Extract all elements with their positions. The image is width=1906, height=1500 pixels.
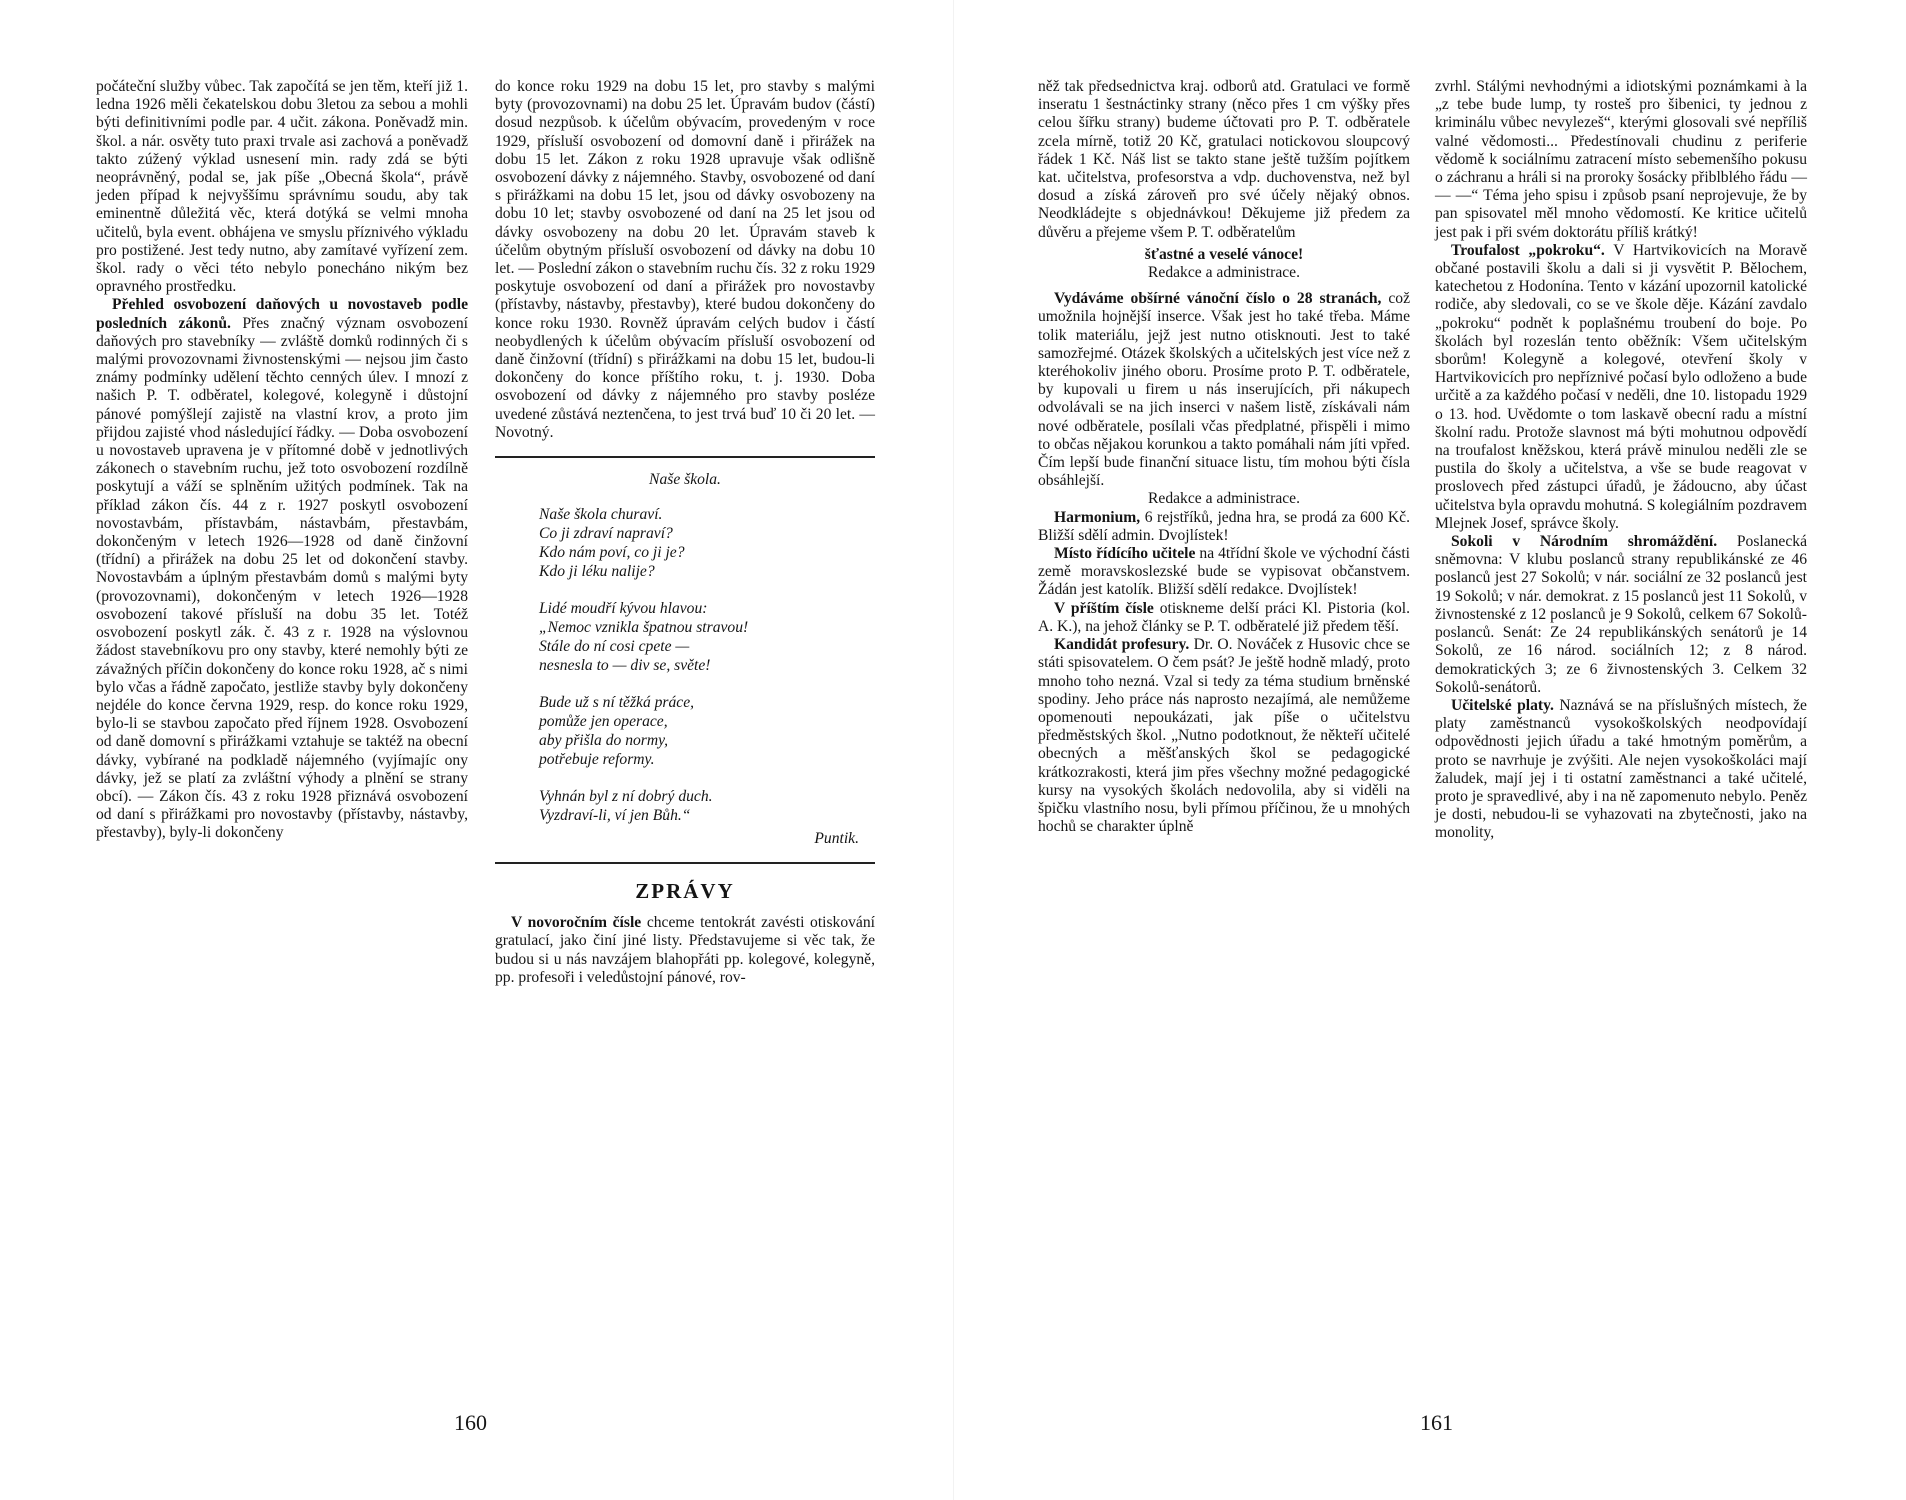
poem-stanza	[539, 787, 875, 825]
paragraph-heading: Troufalost „pokroku“.	[1451, 241, 1605, 259]
poem	[495, 470, 875, 848]
left-page-column-2	[495, 78, 875, 987]
divider	[495, 862, 875, 864]
paragraph: zvrhl. Stálými nevhodnými a idiotskými poznámkami à la „z tebe bude lump, ty rosteš pro šibenici, ty jednou z kriminálu vůbec nevylezeš“, kterými glosovali své nepříliš valné vědomosti... Předestínovali chudinu z periferie vědomě k sociálnímu zatracení místo sebemenšího pokusu o záchranu a hráli si na proroky šosácky přiblblého řádu — — —“ Téma jeho spisu i způsob psaní neprojevuje, že by pan spisovatel měl mnoho vědomostí. Ke kritice učitelů jest pak i při svém doktorátu příliš krátký!	[1435, 78, 1807, 241]
poem-line: pomůže jen operace,	[539, 713, 668, 731]
poem-line: potřebuje reformy.	[539, 751, 655, 769]
section-title: ZPRÁVY	[635, 879, 735, 904]
divider	[495, 456, 875, 458]
paragraph-heading: Učitelské platy.	[1451, 696, 1554, 714]
poem-stanza	[539, 505, 875, 581]
paragraph-heading: Sokoli v Národním shromáždění.	[1451, 533, 1718, 551]
paragraph	[495, 914, 875, 987]
paragraph: něž tak předsednictva kraj. odborů atd. Gratulaci ve formě inseratu 1 šestnáctinky strany (něco přes 1 cm výšky přes celou šířku strany) budeme účtovati pro P. T. odběratele zcela mírně, totiž 20 Kč, gratulaci notickovou sloupcový řádek 1 Kč. Náš list se takto stane ještě tužším pojítkem kat. učitelstva, profesorstva a vdp. duchovenstva, než byl dosud a získá zároveň pro své účely nějaký obnos. Neodkládejte s objednávkou! Děkujeme již předem za důvěru a přejeme všem P. T. odběratelům	[1038, 78, 1410, 241]
paragraph-text: Naznává se na příslušných místech, že platy zaměstnanců vysokoškolských neodpovídají odpovědnosti jejich úřadu a také hmotným poměrům, a proto se navrhuje je zvýšiti. Ale nejen vysokoškoláci mají žaludek, mají jej i ti ostatní zaměstnanci a také učitelé, proto je spravedlivé, aby i na ně zapomenuto nebylo. Peněz je dosti, nebudou-li se vyhazovati na zbytečnosti, jako na monolity,	[1435, 696, 1807, 842]
poem-stanza	[539, 599, 875, 675]
poem-line: „Nemoc vznikla špatnou stravou!	[539, 619, 749, 637]
paragraph-heading: Přehled osvobození daňových u novostaveb podle posledních zákonů.	[96, 296, 468, 332]
paragraph	[1038, 545, 1410, 600]
poem-line: Bude už s ní těžká práce,	[539, 694, 695, 712]
paragraph-signature: Redakce a administrace.	[1148, 490, 1300, 508]
paragraph	[1038, 600, 1410, 636]
poem-title: Naše škola.	[649, 471, 721, 489]
poem-line: Kdo ji léku nalije?	[539, 563, 655, 581]
paragraph-heading: V novoročním čísle	[511, 914, 642, 932]
poem-line: Kdo nám poví, co ji je?	[539, 544, 685, 562]
paragraph-text: 6 rejstříků, jedna hra, se prodá za 600 Kč. Bližší sdělí admin. Dvojlístek!	[1038, 508, 1410, 544]
paragraph	[1435, 533, 1807, 697]
right-page-column-1	[1038, 78, 1410, 836]
paragraph	[1038, 290, 1410, 490]
poem-line: Lidé moudří kývou hlavou:	[539, 600, 708, 618]
poem-line: Naše škola churaví.	[539, 506, 663, 524]
page-number-right: 161	[1420, 1410, 1453, 1435]
paragraph-text: Poslanecká sněmovna: V klubu poslanců strany republikánské ze 46 poslanců jest 27 Sokolů; v nár. sociální ze 32 poslanců jest 19 Sokolů; v nár. demokrat. z 15 poslanců jest 11 Sokolů, v živnostenské z 12 poslanců je 9 Sokolů, celkem 67 Sokolů-poslanců. Senát: Ze 24 republikánských senátorů je 14 Sokolů, ze 16 národ. sociálních 12; z 8 národ. demokratických 3; ze 6 živnostenských 3. Celkem 32 Sokolů-senátorů.	[1435, 533, 1807, 696]
page-gutter	[953, 0, 954, 1500]
poem-line: Stále do ní cosi cpete —	[539, 638, 690, 656]
paragraph-text: na 4třídní škole ve východní části země moravskoslezské bude se vypisovat občanstvem. Žádán jest katolík. Bližší sdělí redakce. Dvojlístek!	[1038, 545, 1410, 599]
paragraph	[1435, 242, 1807, 533]
paragraph-heading: V příštím čísle	[1054, 599, 1154, 617]
paragraph-text: otiskneme delší práci Kl. Pistoria (kol. A. K.), na jehož články se P. T. odběratelé již předem těší.	[1038, 599, 1410, 635]
paragraph-heading: Harmonium,	[1054, 508, 1141, 526]
right-page-column-2	[1435, 78, 1807, 843]
poem-stanza	[539, 693, 875, 769]
paragraph-heading: Kandidát profesury.	[1054, 636, 1190, 654]
poem-line: Vyhnán byl z ní dobrý duch.	[539, 788, 713, 806]
paragraph	[1038, 509, 1410, 545]
poem-line: nesnesla to — div se, světe!	[539, 657, 711, 675]
greeting-signature: Redakce a administrace.	[1148, 264, 1300, 282]
paragraph-heading: Vydáváme obšírné vánoční číslo o 28 stranách,	[1054, 290, 1382, 308]
left-page-column-1	[96, 78, 468, 843]
poem-line: aby přišla do normy,	[539, 732, 669, 750]
paragraph: do konce roku 1929 na dobu 15 let, pro stavby s malými byty (provozovnami) na dobu 25 let. Úpravám budov (částí) dosud nezpůsob. k účelům obývacím, provedeným v roce 1929, přísluší osvobození od domovní daně i přirážek na dobu 15 let. Zákon z roku 1928 upravuje však odlišně osvobození dávky z nájemného. Stavby, osvobozené od daní s přirážkami na dobu 15 let, jsou od dávky osvobozeny na dobu 10 let; stavby osvobozené od daní na 25 let jsou od dávky osvobozeny na dobu 20 let. Úpravám staveb k účelům obytným přísluší osvobození od dávky na dobu 10 let. — Poslední zákon o stavebním ruchu čís. 32 z roku 1929 poskytuje osvobození od daní a přirážek pro novostavby (přístavby, nástavby, přestavby), které budou dokončeny do konce roku 1930. Rovněž úpravám celých budov i částí neobydlených k účelům obývacím přísluší osvobození od daně činžovní (třídní) s přirážkami na dobu 15 let, budou-li dokončeny do konce příštího roku, t. j. 1930. Doba osvobození od dávky z nájemného pro stavby posléze uvedené zůstává neztenčena, to jest trvá buď 10 či 20 let. — Novotný.	[495, 78, 875, 441]
paragraph-text: V Hartvikovicích na Moravě občané postavili školu a dali si ji vysvětit P. Bělochem, katechetou z Hodonína. Tento v kázání upozornil katolické rodiče, aby sledovali, co se ve škole děje. Kázání zavdalo „pokroku“ podnět k poplašnému troubení do boje. Po školách byl rozeslán tento oběžník: Všem učitelským sborům! Kolegyně a kolegové, otevření školy v Hartvikovicích pro nepříznivé počasí bylo odloženo a bude určitě a za každého počasí v neděli, dne 10. listopadu 1929 o 13. hod. Uvědomte o tom laskavě obecní radu a místní školní radu. Protože slavnost má býti mohutnou odpovědí na troufalost kněžskou, která právě minulou neděli zle se pustila do školy a učitelstva, a vše se bude reagovat v proslovech před zástupci úřadů, je žádoucno, aby účast učitelstva byla opravdu mohutná. S kolegiálním pozdravem Mlejnek Josef, správce školy.	[1435, 241, 1807, 532]
paragraph-heading: Místo řídícího učitele	[1054, 545, 1196, 563]
poem-line: Co ji zdraví napraví?	[539, 525, 673, 543]
greeting: šťastné a veselé vánoce!	[1144, 245, 1304, 263]
poem-line: Vyzdraví-li, ví jen Bůh.“	[539, 807, 691, 825]
paragraph-text: Přes značný význam osvobození daňových pro stavebníky — zvláště domků rodinných či s malými provozovnami živnostenskými — nejsou jim často známy podmínky udělení těchto cenných úlev. I mnozí z našich P. T. odběratel, kolegové, kolegyně i důstojní pánové pomýšlejí zajistě na vlastní krov, a proto jim přijdou zajisté vhod následující řádky. — Doba osvobození u novostaveb upravena je v přítomné době v jednotlivých zákonech o stavebním ruchu, jež toto osvobození rozdílně poskytují a váží se splněním užitých podmínek. Tak na příklad zákon čís. 44 z r. 1927 poskytl osvobození novostavbám, přístavbám, nástavbám, přestavbám, dokončeným v letech 1926—1928 od daně činžovní (třídní) a přirážek na dobu 25 let od dokončení stavby. Novostavbám a úplným přestavbám domů s malými byty (provozovnami), dokončeným v letech 1926—1928 osvobození takové přísluší na dobu 35 let. Totéž osvobození poskytl zák. č. 43 z r. 1928 na výslovnou žádost stavebníkovu pro ony stavby, které nemohly býti ze závažných příčin dokončeny do konce roku 1928, ač s nimi bylo včas a řádně započato, jestliže stavby byly dokončeny nejdéle do konce června 1929, resp. do konce roku 1929, bylo-li se stavbou započato před říjnem 1928. Osvobození od daně domovní s přirážkami vztahuje se taktéž na obecní dávky, vybírané na podkladě nájemného (vyjímajíc ony dávky, jež se platí za zvláštní výhody a plnění se strany obcí). — Zákon čís. 43 z roku 1928 přiznává osvobození od daní s přirážkami pro novostavby (přístavby, nástavby, přestavby), byly-li dokončeny	[96, 314, 468, 842]
paragraph-text: což umožnila hojnější inserce. Však jest ho také třeba. Máme tolik materiálu, jejž jest nutno otisknouti. Jest to také samozřejmé. Otázek školských a učitelských jest více než z kteréhokoliv jiného oboru. Prosíme proto P. T. odběratele, by kupovali u firem u nás inserujících, při nákupech odvolávali se na jich inserci v našem listě, získávali nám nové odběratele, posílali včas předplatné, přispěli i mimo to občas nějakou korunkou a takto pomáhali nám jíti vpřed. Čím lepší bude finanční situace listu, tím mohou býti čísla obsáhlejší.	[1038, 290, 1410, 490]
paragraph	[1038, 636, 1410, 836]
paragraph-text: chceme tentokrát zavésti otiskování gratulací, jako činí jiné listy. Představujeme si věc tak, že budou si u nás navzájem blahopřáti pp. kolegové, kolegyně, pp. profesoři i veledůstojní pánové, rov-	[495, 914, 875, 986]
poem-signature: Puntik.	[814, 830, 859, 848]
paragraph: počáteční služby vůbec. Tak započítá se jen těm, kteří již 1. ledna 1926 měli čekatelskou dobu 3letou za sebou a mohli býti definitivními podle par. 4 učit. zákona. Poněvadž min. škol. a nár. osvěty tuto praxi trvale asi zachová a poněvadž takto zúžený výklad usnesení min. rady zdá se býti neoprávněný, podal se, jak píše „Obecná škola“, právě jeden případ k nejvyššímu správnímu soudu, aby tak eminentně důležitá věc, která dotýká se velmi mnoha učitelů, byla event. obhájena ve smyslu příznivého výkladu pro postižené. Jest tedy nutno, aby zamítavé vyřízení zem. škol. rady o věci této nebylo ponecháno nikým bez opravného prostředku.	[96, 78, 468, 296]
paragraph	[96, 296, 468, 842]
paragraph-text: Dr. O. Nováček z Husovic chce se státi spisovatelem. O čem psát? Je ještě hodně mladý, proto mnoho toho nezná. Vzal si tedy za téma studium brněnské spodiny. Jeho práce nás naprosto nezajímá, ale nemůžeme opomenouti nepoukázati, jak píše o učitelstvu předměstských škol. „Nutno podotknout, že někteří učitelé obecných a měšťanských škol se pedagogické krátkozrakosti, která jim přes všechny možné pedagogické kursy na vysokých školách nedovolila, aby si viděli na špičku vlastního nosu, byli přímou příčinou, že u mnohých hochů se charakter úplně	[1038, 636, 1410, 836]
paragraph	[1435, 697, 1807, 843]
page-number-left: 160	[454, 1410, 487, 1435]
